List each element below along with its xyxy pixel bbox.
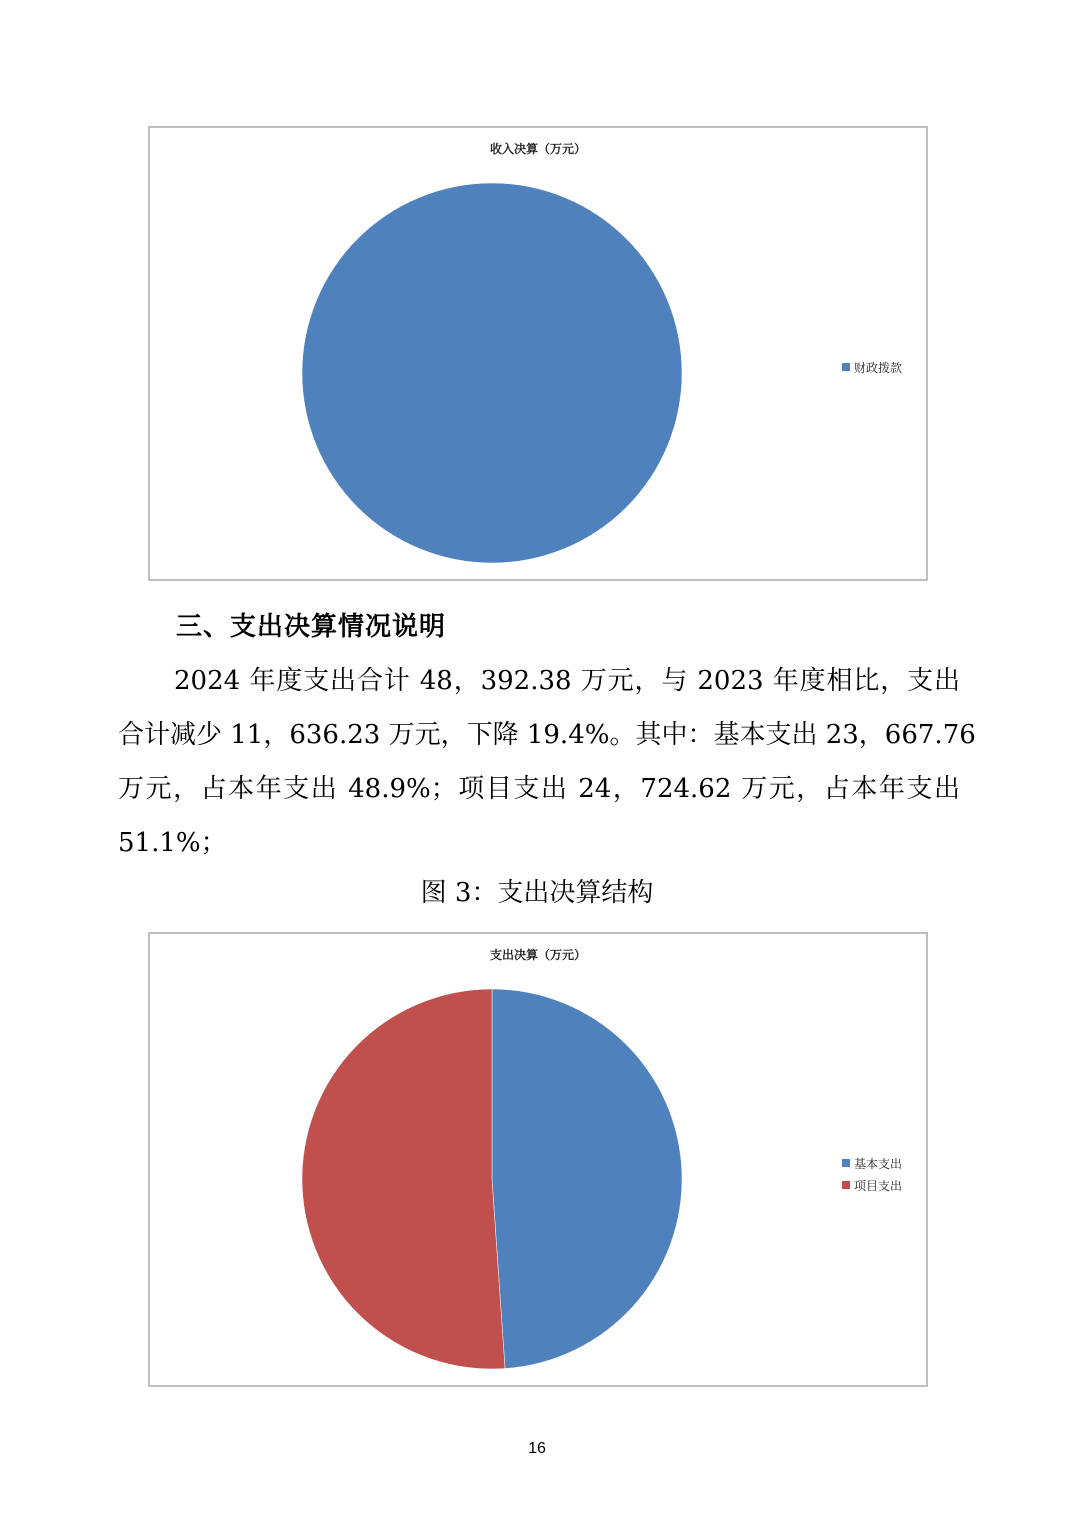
legend-label: 基本支出	[854, 1156, 903, 1171]
legend-item	[842, 1174, 902, 1196]
legend-swatch	[842, 1159, 850, 1167]
income-pie	[150, 128, 926, 579]
expense-legend	[842, 1152, 902, 1196]
chart-title: 支出决算（万元）	[489, 948, 586, 962]
legend-item	[842, 1152, 902, 1174]
section-heading: 三、支出决算情况说明	[176, 612, 447, 642]
expense-paragraph	[118, 654, 976, 870]
income-chart	[148, 126, 928, 581]
legend-swatch	[842, 1181, 850, 1189]
paragraph-line: 万元，占本年支出 48.9%；项目支出 24，724.62 万元，占本年支出	[118, 774, 960, 804]
paragraph-line: 2024 年度支出合计 48，392.38 万元，与 2023 年度相比，支出	[174, 666, 960, 696]
income-legend	[842, 356, 902, 378]
expense-pie	[150, 934, 926, 1385]
legend-swatch	[842, 363, 850, 371]
chart-title: 收入决算（万元）	[489, 142, 586, 156]
paragraph-line: 合计减少 11，636.23 万元，下降 19.4%。其中：基本支出 23，667.76	[118, 720, 976, 750]
legend-label: 项目支出	[854, 1178, 903, 1193]
figure-caption: 图 3：支出决算结构	[420, 878, 654, 908]
pie-slice-项目支出	[302, 989, 505, 1369]
legend-label: 财政拨款	[854, 360, 903, 375]
pie-slice-财政拨款	[302, 183, 682, 563]
pie-slice-基本支出	[492, 989, 682, 1369]
page-number: 16	[528, 1440, 546, 1457]
legend-item	[842, 356, 902, 378]
expense-chart	[148, 932, 928, 1387]
paragraph-line: 51.1%；	[118, 828, 227, 858]
